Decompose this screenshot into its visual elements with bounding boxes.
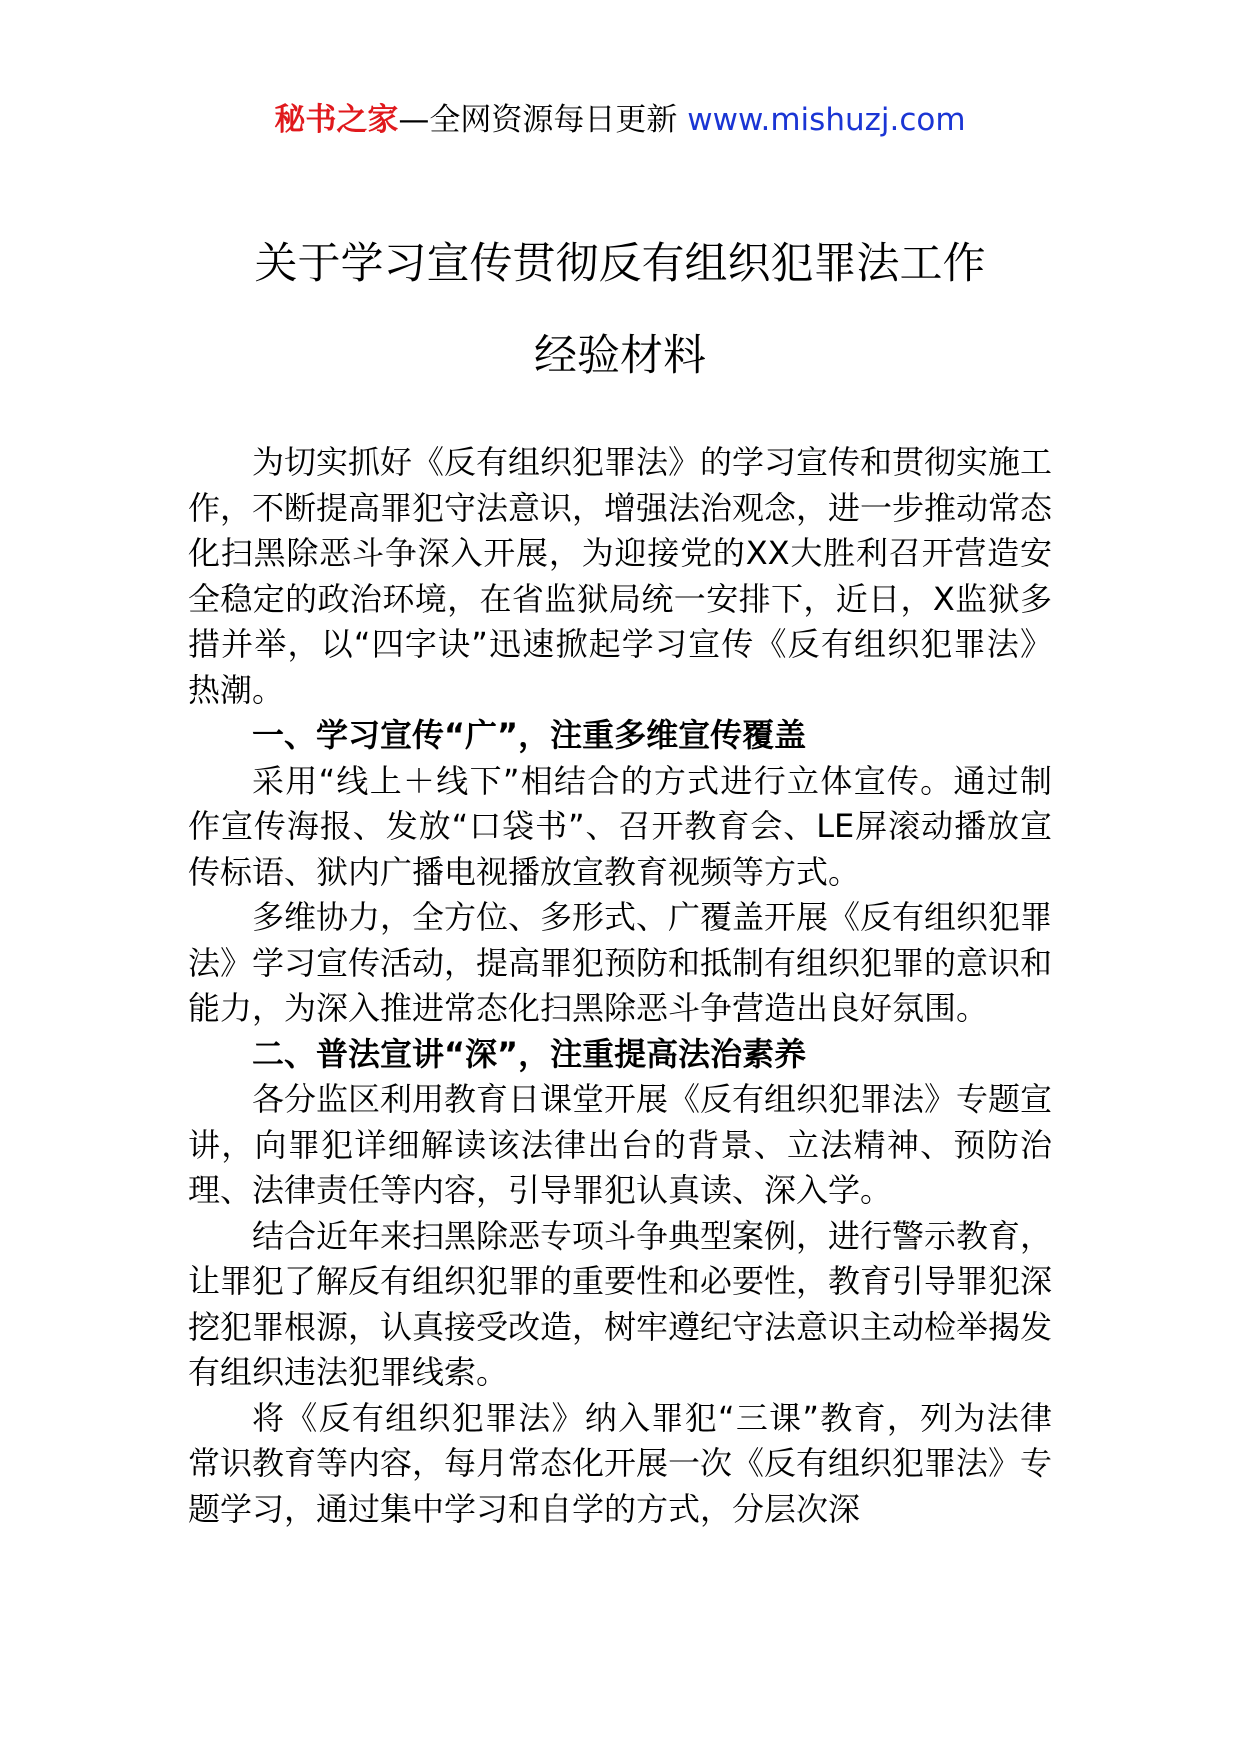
body-paragraph: 结合近年来扫黑除恶专项斗争典型案例，进行警示教育，让罪犯了解反有组织犯罪的重要性和必要性，教育引导罪犯深挖犯罪根源，认真接受改造，树牢遵纪守法意识主动检举揭发有组织违法犯罪线索。 <box>188 1216 1053 1391</box>
body-paragraph: 将《反有组织犯罪法》纳入罪犯“三课”教育，列为法律常识教育等内容，每月常态化开展一次《反有组织犯罪法》专题学习，通过集中学习和自学的方式，分层次深 <box>188 1398 1053 1528</box>
section-heading-1: 一、学习宣传“广”，注重多维宣传覆盖 <box>252 716 807 754</box>
section-heading-2: 二、普法宣讲“深”，注重提高法治素养 <box>252 1034 807 1073</box>
body-paragraph: 采用“线上＋线下”相结合的方式进行立体宣传。通过制作宣传海报、发放“口袋书”、召开教育会、LE屏滚动播放宣传标语、狱内广播电视播放宣教育视频等方式。 <box>188 761 1052 891</box>
body-paragraph: 多维协力，全方位、多形式、广覆盖开展《反有组织犯罪法》学习宣传活动，提高罪犯预防和抵制有组织犯罪的意识和能力，为深入推进常态化扫黑除恶斗争营造出良好氛围。 <box>188 898 1053 1027</box>
brand-name: 秘书之家 <box>274 102 399 138</box>
intro-paragraph: 为切实抓好《反有组织犯罪法》的学习宣传和贯彻实施工作，不断提高罪犯守法意识，增强法治观念，进一步推动常态化扫黑除恶斗争深入开展，为迎接党的XX大胜利召开营造安全稳定的政治环境，在省监狱局统一安排下，近日，X监狱多措并举，以“四字诀”迅速掀起学习宣传《反有组织犯罪法》热潮。 <box>188 443 1053 709</box>
document-body <box>188 440 1052 1532</box>
document-title-line-1: 关于学习宣传贯彻反有组织犯罪法工作 <box>254 239 986 289</box>
site-url-link[interactable]: www.mishuzj.com <box>687 102 966 138</box>
header-tagline: —全网资源每日更新 <box>398 102 678 138</box>
body-paragraph: 各分监区利用教育日课堂开展《反有组织犯罪法》专题宣讲，向罪犯详细解读该法律出台的背景、立法精神、预防治理、法律责任等内容，引导罪犯认真读、深入学。 <box>188 1080 1053 1209</box>
site-header <box>0 100 1240 140</box>
document-title-line-2: 经验材料 <box>534 331 706 381</box>
